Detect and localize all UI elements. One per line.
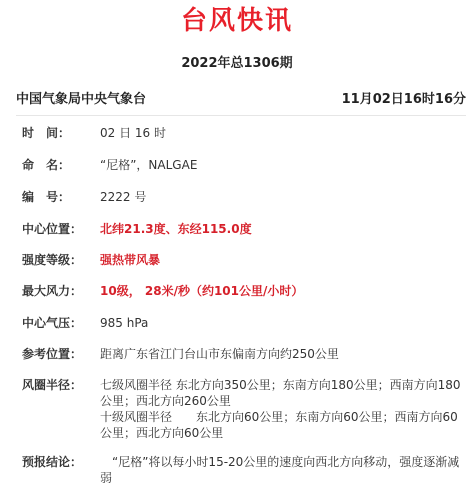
field-value: “尼格”将以每小时15-20公里的速度向西北方向移动，强度逐渐减弱 (100, 455, 460, 485)
wind-radius-line-10: 十级风圈半径 东北方向60公里；东南方向60公里；西南方向60公里；西北方向60公里 (100, 410, 458, 440)
page-title: 台风快讯 (180, 6, 293, 36)
field-value: 强热带风暴 (100, 253, 161, 267)
field-label: 中心气压： (22, 316, 83, 330)
field-value: 10级， 28米/秒（约101公里/小时） (100, 284, 304, 298)
field-label: 风圈半径： (22, 378, 83, 392)
wind-radius-line-7: 七级风圈半径 东北方向350公里；东南方向180公里；西南方向180公里；西北方向260公里 (100, 378, 461, 408)
field-label: 强度等级： (22, 253, 83, 267)
header-row (16, 91, 466, 111)
issue-number: 2022年总1306期 (181, 56, 293, 71)
field-value: 北纬21.3度、东经115.0度 (100, 222, 252, 236)
field-value: 2222 号 (100, 190, 147, 204)
agency-name: 中国气象局中央气象台 (16, 92, 147, 107)
issue-time: 11月02日16时16分 (341, 92, 466, 107)
field-label: 预报结论： (22, 455, 83, 469)
field-value: 985 hPa (100, 316, 149, 330)
field-label: 最大风力： (22, 284, 83, 298)
field-value: “尼格”，NALGAE (100, 158, 198, 172)
field-label: 参考位置： (22, 347, 83, 361)
wind-radius-lines (100, 377, 462, 441)
field-label: 时 间： (22, 126, 71, 140)
field-value: 距离广东省江门台山市东偏南方向约250公里 (100, 347, 339, 361)
header-divider (16, 115, 466, 116)
field-label: 中心位置： (22, 222, 83, 236)
field-label: 编 号： (22, 190, 71, 204)
field-label: 命 名： (22, 158, 71, 172)
field-value: 02 日 16 时 (100, 126, 166, 140)
